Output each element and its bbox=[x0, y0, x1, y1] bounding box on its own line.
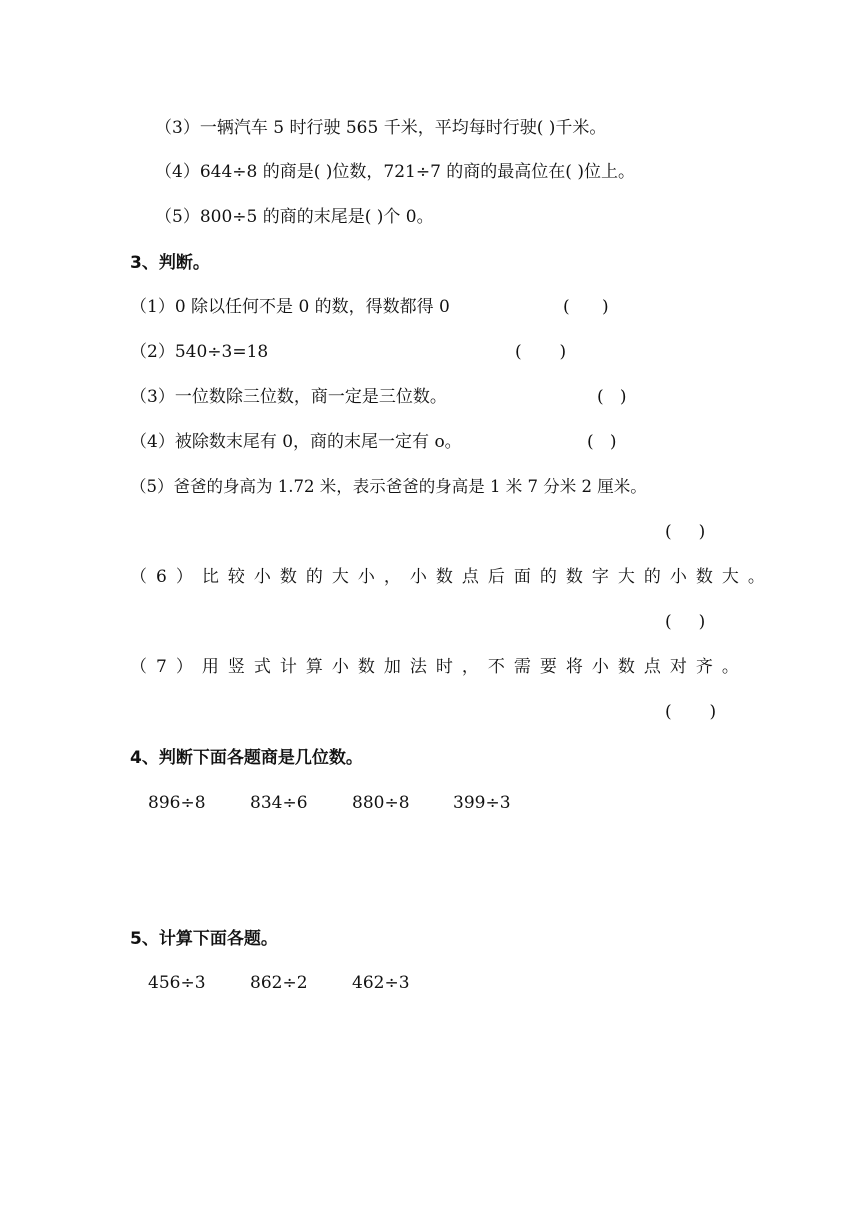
judge-item-7: （7）用竖式计算小数加法时，不需要将小数点对齐。 bbox=[130, 657, 748, 677]
calc-problem-3: 462÷3 bbox=[352, 973, 410, 993]
judge-item-5-paren: ( ) bbox=[665, 522, 706, 542]
judge-item-6-paren: ( ) bbox=[665, 612, 706, 632]
judge-item-4: （4）被除数末尾有 0，商的末尾一定有 o。 bbox=[130, 432, 462, 452]
judge-item-4-paren: ( ) bbox=[587, 432, 617, 452]
judge-item-2: （2）540÷3=18 bbox=[130, 342, 269, 362]
fill-item-5: （5）800÷5 的商的末尾是( )个 0。 bbox=[155, 207, 434, 227]
fill-item-4: （4）644÷8 的商是( )位数，721÷7 的商的最高位在( )位上。 bbox=[155, 162, 635, 182]
judge-item-1-paren: ( ) bbox=[563, 297, 609, 317]
digit-problem-1: 896÷8 bbox=[148, 793, 206, 813]
digit-problem-2: 834÷6 bbox=[250, 793, 308, 813]
section-3-title: 3、判断。 bbox=[130, 253, 210, 273]
calc-problem-2: 862÷2 bbox=[250, 973, 308, 993]
judge-item-3: （3）一位数除三位数，商一定是三位数。 bbox=[130, 387, 447, 407]
calc-problem-1: 456÷3 bbox=[148, 973, 206, 993]
judge-item-7-paren: ( ) bbox=[665, 702, 717, 722]
fill-item-3: （3）一辆汽车 5 时行驶 565 千米，平均每时行驶( )千米。 bbox=[155, 118, 607, 138]
judge-item-2-paren: ( ) bbox=[515, 342, 567, 362]
digit-problem-3: 880÷8 bbox=[352, 793, 410, 813]
digit-problem-4: 399÷3 bbox=[453, 793, 511, 813]
section-4-title: 4、判断下面各题商是几位数。 bbox=[130, 748, 363, 768]
judge-item-6: （6）比较小数的大小，小数点后面的数字大的小数大。 bbox=[130, 567, 774, 587]
judge-item-5: （5）爸爸的身高为 1.72 米，表示爸爸的身高是 1 米 7 分米 2 厘米。 bbox=[130, 477, 647, 496]
judge-item-3-paren: ( ) bbox=[597, 387, 627, 407]
judge-item-1: （1）0 除以任何不是 0 的数，得数都得 0 bbox=[130, 297, 450, 317]
section-5-title: 5、计算下面各题。 bbox=[130, 929, 278, 949]
